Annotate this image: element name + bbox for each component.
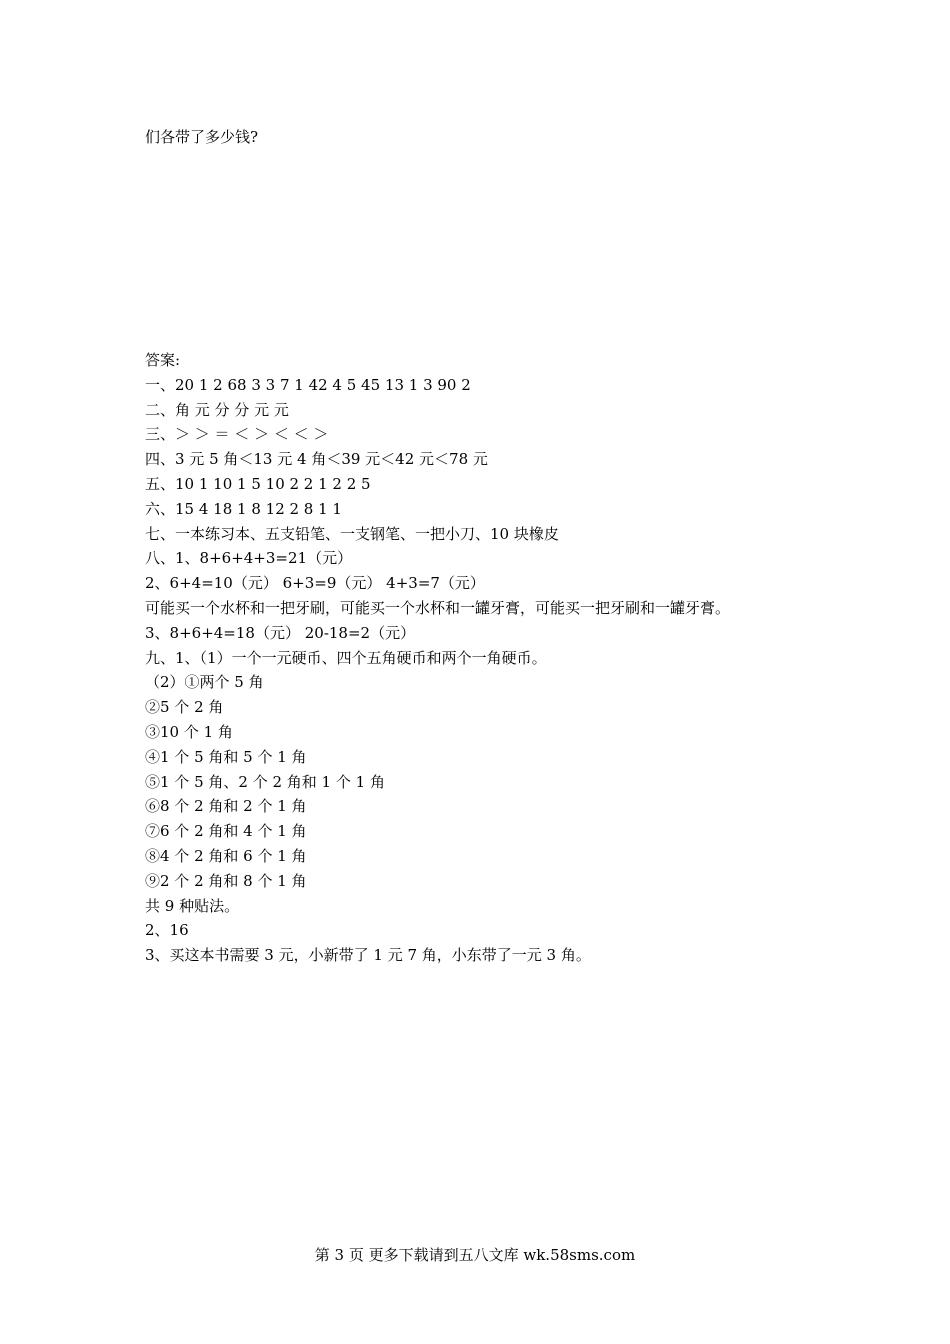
- answer-line: 七、一本练习本、五支铅笔、一支钢笔、一把小刀、10 块橡皮: [145, 524, 559, 543]
- answer-section: [145, 348, 905, 968]
- answer-line: 二、角 元 分 分 元 元: [145, 400, 289, 419]
- answer-line: ⑦6 个 2 角和 4 个 1 角: [145, 822, 307, 841]
- answer-line: 3、买这本书需要 3 元，小新带了 1 元 7 角，小东带了一元 3 角。: [145, 946, 591, 965]
- answer-line: ③10 个 1 角: [145, 722, 233, 741]
- answer-line: 八、1、8+6+4+3=21（元）: [145, 549, 353, 568]
- answer-line: （2）①两个 5 角: [145, 673, 264, 692]
- answer-line: 九、1、（1）一个一元硬币、四个五角硬币和两个一角硬币。: [145, 648, 547, 667]
- answer-line: 五、10 1 10 1 5 10 2 2 1 2 2 5: [145, 474, 371, 493]
- page-footer: 第 3 页 更多下载请到五八文库 wk.58sms.com: [314, 1246, 636, 1264]
- answer-line: ⑨2 个 2 角和 8 个 1 角: [145, 871, 307, 890]
- answer-line: 六、15 4 18 1 8 12 2 8 1 1: [145, 499, 342, 518]
- answer-line: 可能买一个水杯和一把牙刷，可能买一个水杯和一罐牙膏，可能买一把牙刷和一罐牙膏。: [145, 598, 731, 617]
- answer-line: ④1 个 5 角和 5 个 1 角: [145, 747, 307, 766]
- answer-line: ⑧4 个 2 角和 6 个 1 角: [145, 846, 307, 865]
- answer-line: 共 9 种贴法。: [145, 896, 240, 915]
- answer-line: 四、3 元 5 角＜13 元 4 角＜39 元＜42 元＜78 元: [145, 450, 488, 469]
- question-continuation-text: 们各带了多少钱?: [145, 128, 259, 146]
- answer-line: 一、20 1 2 68 3 3 7 1 42 4 5 45 13 1 3 90 2: [145, 375, 471, 394]
- answer-line: ⑤1 个 5 角、2 个 2 角和 1 个 1 角: [145, 772, 385, 791]
- answer-line: 3、8+6+4=18（元） 20-18=2（元）: [145, 623, 416, 642]
- answer-line: 2、16: [145, 921, 189, 940]
- answer-heading: 答案:: [145, 351, 181, 369]
- answer-line: ⑥8 个 2 角和 2 个 1 角: [145, 797, 307, 816]
- answer-line: 2、6+4=10（元） 6+3=9（元） 4+3=7（元）: [145, 574, 485, 593]
- answer-line: 三、＞ ＞ ＝ ＜ ＞ ＜ ＜ ＞: [145, 425, 329, 444]
- answer-line: ②5 个 2 角: [145, 698, 224, 717]
